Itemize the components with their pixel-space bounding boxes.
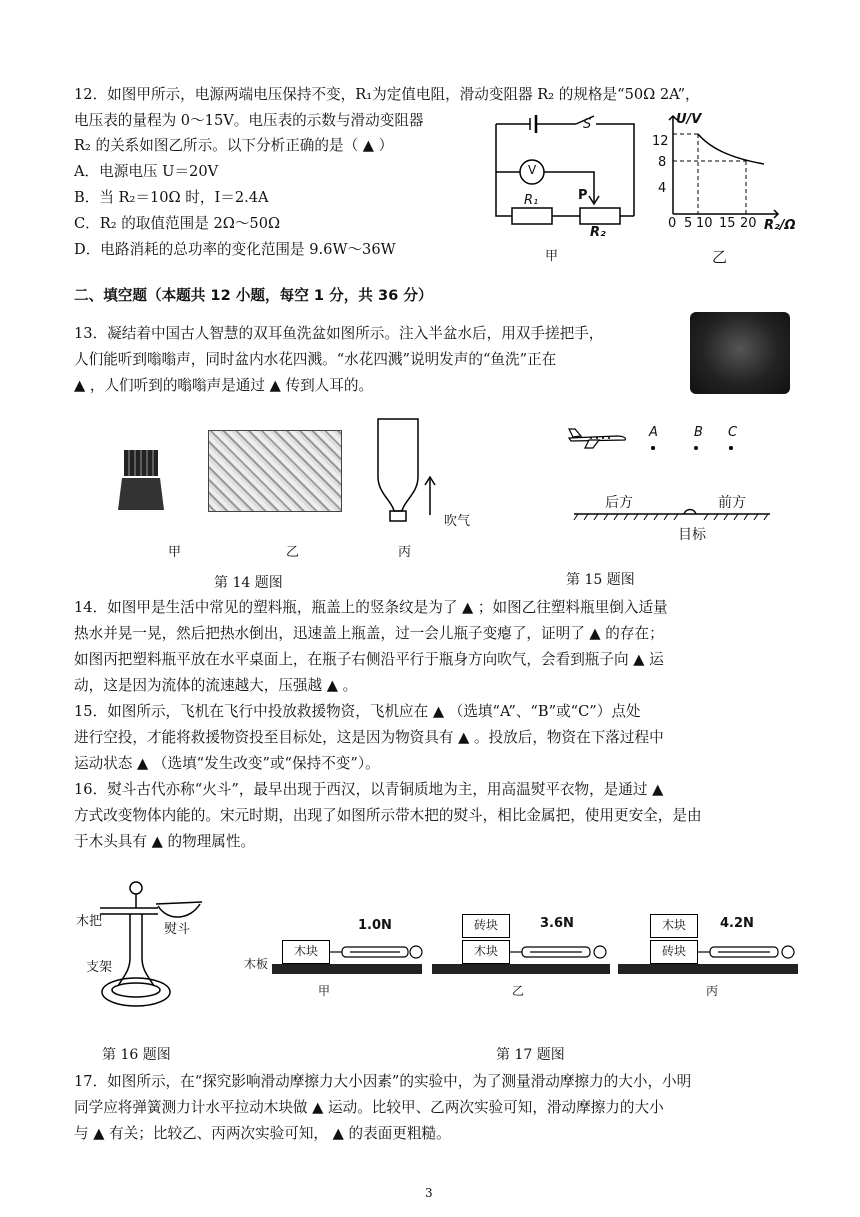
q15-line3: 运动状态 ▲ （选填“发生改变”或“保持不变”）。 — [74, 755, 380, 772]
q12-line3: R₂ 的关系如图乙所示。以下分析正确的是（ ▲ ） — [74, 137, 394, 154]
q12-line2: 电压表的量程为 0～15V。电压表的示数与滑动变阻器 — [74, 112, 424, 129]
experiment-jia — [242, 912, 430, 978]
point-c-label: C — [728, 425, 738, 440]
q15-line2: 进行空投，才能将救援物资投至目标处，这是因为物资具有 ▲ 。投放后，物资在下落过程中 — [74, 729, 664, 746]
experiment-bing — [618, 900, 800, 980]
graph-label-yi: 乙 — [712, 248, 728, 266]
x-tick-20: 20 — [740, 216, 757, 231]
q12-option-c: C．R₂ 的取值范围是 2Ω～50Ω — [74, 215, 281, 232]
fig17-caption: 第 17 题图 — [496, 1047, 565, 1063]
q16-line1: 16．熨斗古代亦称“火斗”，最早出现于西汉，以青铜质地为主，用高温熨平衣物，是通过 ▲ — [74, 781, 664, 798]
y-tick-8: 8 — [658, 155, 667, 170]
fig14-caption: 第 14 题图 — [214, 575, 283, 591]
r2-label: R₂ — [590, 225, 606, 240]
q16-line2: 方式改变物体内能的。宋元时期，出现了如图所示带木把的熨斗，相比金属把，使用更安全，是由 — [74, 807, 702, 824]
fish-basin-photo — [690, 312, 790, 394]
target-label: 目标 — [678, 527, 706, 543]
fig14-label-yi: 乙 — [286, 545, 300, 560]
bottle-cap-figure — [118, 444, 168, 514]
y-axis-label: U/V — [676, 112, 702, 127]
q12-option-d: D．电路消耗的总功率的变化范围是 9.6W～36W — [74, 241, 396, 258]
q13-line2: 人们能听到嗡嗡声，同时盆内水花四溅。“水花四溅”说明发声的“鱼洗”正在 — [74, 351, 557, 368]
spring-scale-bing — [698, 942, 798, 962]
q12-line1: 12．如图甲所示，电源两端电压保持不变，R₁为定值电阻，滑动变阻器 R₂ 的规格是“50Ω 2A”， — [74, 86, 700, 103]
x-tick-0: 0 — [668, 216, 677, 231]
q16-line3: 于木头具有 ▲ 的物理属性。 — [74, 833, 256, 850]
circuit-diagram — [490, 112, 640, 262]
drop-points — [640, 440, 750, 454]
wooden-handle-label: 木把 — [76, 914, 103, 929]
x-tick-5: 5 — [684, 216, 693, 231]
y-tick-4: 4 — [658, 181, 667, 196]
diagram-label-jia: 甲 — [545, 249, 559, 264]
q17-line2: 同学应将弹簧测力计水平拉动木块做 ▲ 运动。比较甲、乙两次实验可知，滑动摩擦力的大小 — [74, 1099, 664, 1116]
voltmeter-label: V — [528, 163, 537, 177]
fig17-label-yi: 乙 — [512, 984, 525, 998]
force-jia: 1.0N — [358, 918, 392, 933]
airplane-icon — [565, 426, 629, 450]
crushed-bottle-photo — [208, 430, 342, 512]
section-2-header: 二、填空题（本题共 12 小题，每空 1 分，共 36 分） — [74, 287, 433, 304]
x-axis-label: R₂/Ω — [764, 218, 796, 233]
block-jia: 木块 — [282, 940, 330, 964]
x-tick-10: 10 — [696, 216, 713, 231]
iron-label: 熨斗 — [164, 922, 191, 937]
front-label: 前方 — [718, 495, 746, 511]
x-tick-15: 15 — [719, 216, 736, 231]
fig17-label-bing: 丙 — [706, 984, 719, 998]
fig14-label-jia: 甲 — [168, 545, 182, 560]
board-yi — [432, 964, 610, 974]
u-r2-graph — [660, 112, 810, 232]
fig15-caption: 第 15 题图 — [566, 572, 635, 588]
q12-option-a: A．电源电压 U＝20V — [74, 163, 219, 180]
blow-label: 吹气 — [444, 514, 471, 529]
block-top-bing: 木块 — [650, 914, 698, 938]
q15-line1: 15．如图所示，飞机在飞行中投放救援物资，飞机应在 ▲ （选填“A”、“B”或“C”）点处 — [74, 703, 641, 720]
bottle-blow-figure — [372, 415, 472, 525]
fig16-caption: 第 16 题图 — [102, 1047, 171, 1063]
spring-scale-yi — [510, 942, 610, 962]
page-number: 3 — [425, 1186, 433, 1200]
y-tick-12: 12 — [652, 134, 669, 149]
force-bing: 4.2N — [720, 916, 754, 931]
p-label: P — [578, 188, 588, 203]
board-jia — [272, 964, 422, 974]
fig14-label-bing: 丙 — [398, 545, 412, 560]
experiment-yi — [432, 900, 612, 980]
back-label: 后方 — [605, 495, 633, 511]
force-yi: 3.6N — [540, 916, 574, 931]
switch-label: S — [583, 117, 592, 132]
q14-line3: 如图丙把塑料瓶平放在水平桌面上，在瓶子右侧沿平行于瓶身方向吹气，会看到瓶子向 ▲ 运 — [74, 651, 664, 668]
block-yi: 木块 — [462, 940, 510, 964]
q14-line1: 14．如图甲是生活中常见的塑料瓶，瓶盖上的竖条纹是为了 ▲ ；如图乙往塑料瓶里倒入适量 — [74, 599, 668, 616]
q17-line3: 与 ▲ 有关；比较乙、丙两次实验可知， ▲ 的表面更粗糙。 — [74, 1125, 451, 1142]
q14-line4: 动，这是因为流体的流速越大，压强越 ▲ 。 — [74, 677, 358, 694]
q17-line1: 17．如图所示，在“探究影响滑动摩擦力大小因素”的实验中，为了测量滑动摩擦力的大小，小明 — [74, 1073, 692, 1090]
q13-line1: 13．凝结着中国古人智慧的双耳鱼洗盆如图所示。注入半盆水后，用双手搓把手， — [74, 325, 604, 342]
iron-stand-figure — [96, 878, 236, 1018]
stand-label: 支架 — [86, 960, 113, 975]
board-label: 木板 — [244, 957, 269, 971]
fig17-label-jia: 甲 — [318, 984, 331, 998]
q12-option-b: B．当 R₂＝10Ω 时，I＝2.4A — [74, 189, 269, 206]
q13-line3: ▲ ，人们听到的嗡嗡声是通过 ▲ 传到人耳的。 — [74, 377, 374, 394]
point-b-label: B — [694, 425, 703, 440]
brick-bing: 砖块 — [650, 940, 698, 964]
board-bing — [618, 964, 798, 974]
brick-yi: 砖块 — [462, 914, 510, 938]
r1-label: R₁ — [524, 193, 539, 208]
q14-line2: 热水并晃一晃，然后把热水倒出，迅速盖上瓶盖，过一会儿瓶子变瘪了，证明了 ▲ 的存在； — [74, 625, 664, 642]
spring-scale-jia — [330, 942, 426, 962]
point-a-label: A — [649, 425, 658, 440]
